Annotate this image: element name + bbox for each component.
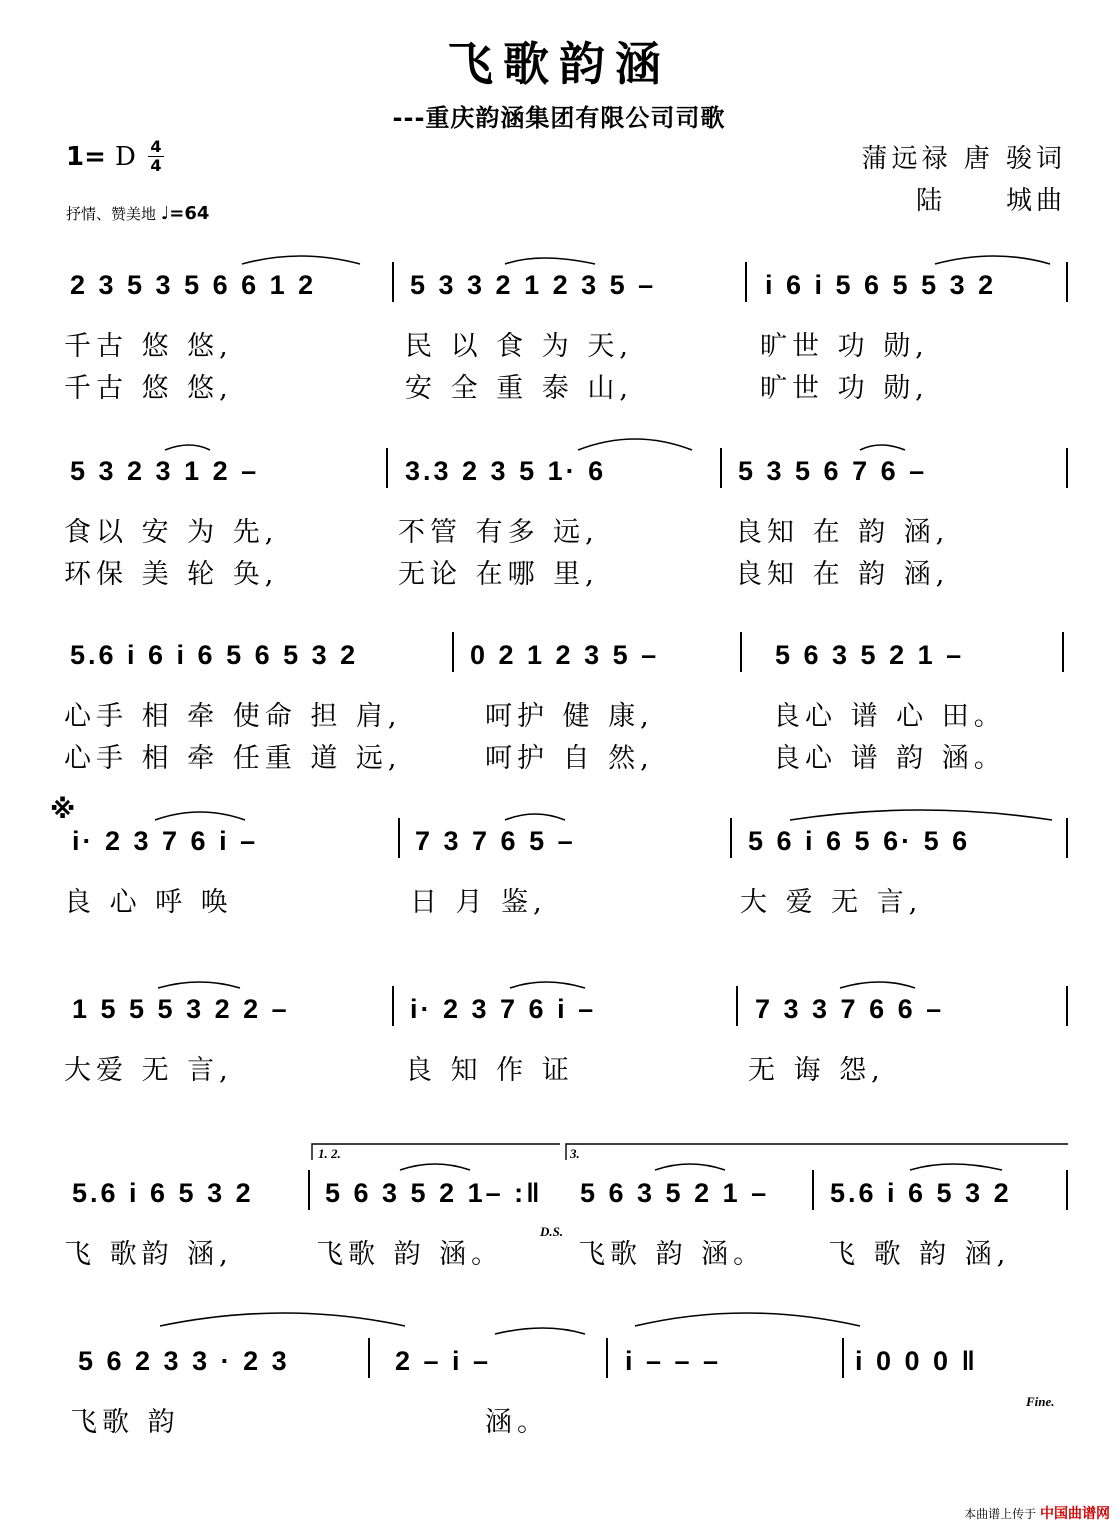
lyric: 千古 悠 悠, — [64, 331, 233, 362]
score-subtitle: ---重庆韵涵集团有限公司司歌 — [392, 104, 726, 132]
lyric: 飞 歌 韵 涵, — [828, 1239, 1011, 1270]
measure: 2 3 5 3 5 6 6 1 2 — [70, 270, 317, 300]
lyric: 无 诲 怨, — [748, 1055, 885, 1086]
tempo-bpm: =64 — [169, 203, 210, 224]
lyric: 安 全 重 泰 山, — [405, 373, 633, 404]
lyric: 民 以 食 为 天, — [405, 331, 633, 362]
meter-bottom: 4 — [150, 156, 162, 175]
lyric: 涵。 — [485, 1407, 549, 1438]
measure: 5 3 3 2 1 2 3 5 – — [410, 270, 657, 300]
lyricist-credit: 蒲远禄 唐 骏词 — [861, 144, 1066, 174]
lyric: 飞歌 韵 涵。 — [316, 1239, 504, 1270]
lyric: 无论 在哪 里, — [398, 559, 599, 590]
lyric: 环保 美 轮 奂, — [64, 559, 279, 590]
measure: 5 6 3 5 2 1 – — [580, 1178, 770, 1208]
measure: 5 3 5 6 7 6 – — [738, 456, 928, 486]
measure: 5 6 3 5 2 1– :‖ — [325, 1178, 543, 1208]
composer-credit: 陆 城曲 — [915, 186, 1066, 216]
lyric: 大爱 无 言, — [64, 1055, 233, 1086]
lyric: 大 爱 无 言, — [740, 887, 923, 918]
measure: 7 3 7 6 5 – — [415, 826, 576, 856]
footer-text: 本曲谱上传于 — [964, 1507, 1037, 1521]
lyric: 不管 有多 远, — [398, 517, 599, 548]
lyric: 旷世 功 勋, — [760, 331, 929, 362]
meter-top: 4 — [148, 138, 164, 157]
lyric: 良知 在 韵 涵, — [735, 517, 950, 548]
segno-sign: ※ — [50, 795, 76, 825]
lyric: 心手 相 牵 使命 担 肩, — [64, 701, 402, 732]
fine-marking: Fine. — [1026, 1394, 1055, 1409]
measure: 5.6 i 6 5 3 2 — [830, 1178, 1012, 1208]
lyric: 千古 悠 悠, — [64, 373, 233, 404]
measure: i 6 i 5 6 5 5 3 2 — [765, 270, 997, 300]
lyric: 良心 谱 心 田。 — [773, 701, 1006, 732]
lyric: 飞歌 韵 涵。 — [578, 1239, 766, 1270]
lyric: 良 心 呼 唤 — [64, 887, 233, 918]
lyric: 飞 歌韵 涵, — [64, 1239, 233, 1270]
measure: i 0 0 0 ‖ — [855, 1346, 978, 1376]
lyric: 心手 相 牵 任重 道 远, — [64, 743, 402, 774]
measure: i· 2 3 7 6 i – — [72, 826, 259, 856]
lyric: 良知 在 韵 涵, — [735, 559, 950, 590]
measure: 1 5 5 5 3 2 2 – — [72, 994, 290, 1024]
volta-third-ending: 3. — [570, 1146, 580, 1161]
lyric: 飞歌 韵 — [70, 1407, 180, 1438]
lyric: 日 月 鉴, — [410, 887, 547, 918]
footer-credit — [964, 1503, 1110, 1523]
measure: 5 6 3 5 2 1 – — [775, 640, 965, 670]
measure: i· 2 3 7 6 i – — [410, 994, 597, 1024]
measure: 5.6 i 6 5 3 2 — [72, 1178, 254, 1208]
tempo-expression: 抒情、赞美地 — [66, 205, 157, 223]
lyric: 食以 安 为 先, — [64, 517, 279, 548]
lyric: 呵护 健 康, — [485, 701, 654, 732]
measure: 5 6 2 3 3 · 2 3 — [78, 1346, 290, 1376]
lyric: 呵护 自 然, — [485, 743, 654, 774]
site-logo[interactable]: 中国曲谱网 — [1040, 1506, 1110, 1522]
lyric: 旷世 功 勋, — [760, 373, 929, 404]
key-prefix: 1= — [66, 142, 106, 172]
volta-first-ending: 1. 2. — [318, 1146, 341, 1161]
key-tonic: D — [114, 142, 136, 172]
lyric: 良 知 作 证 — [405, 1055, 574, 1086]
measure: 5.6 i 6 i 6 5 6 5 3 2 — [70, 640, 359, 670]
measure: 0 2 1 2 3 5 – — [470, 640, 660, 670]
measure: 2 – i – — [395, 1346, 492, 1376]
measure: 7 3 3 7 6 6 – — [755, 994, 945, 1024]
score-title: 飞歌韵涵 — [447, 37, 671, 91]
measure: i – – – — [625, 1346, 722, 1376]
measure: 5 3 2 3 1 2 – — [70, 456, 260, 486]
dal-segno-marking: D.S. — [540, 1224, 564, 1239]
measure: 5 6 i 6 5 6· 5 6 — [748, 826, 971, 856]
lyric: 良心 谱 韵 涵。 — [773, 743, 1006, 774]
quarter-note-icon: ♩ — [160, 203, 170, 224]
measure: 3.3 2 3 5 1· 6 — [405, 456, 607, 486]
